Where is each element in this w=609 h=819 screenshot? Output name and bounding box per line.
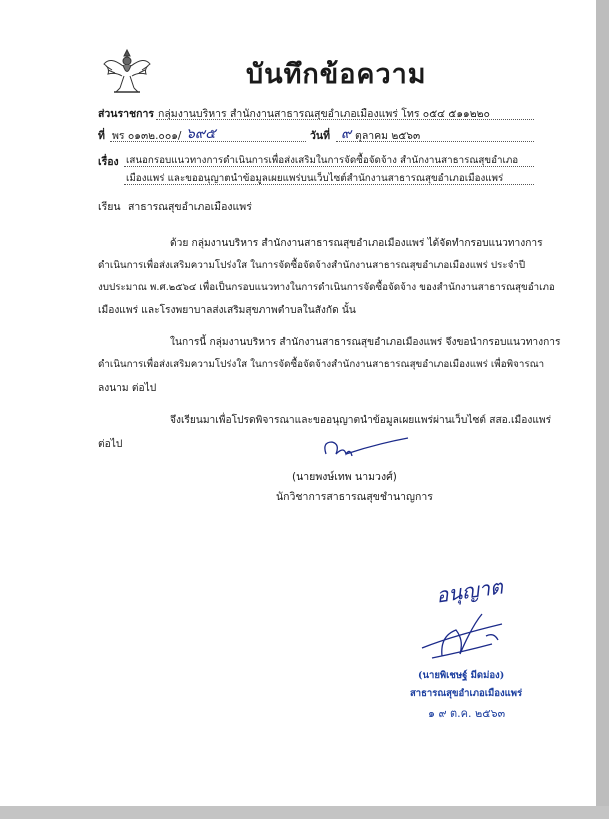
agency-label: ส่วนราชการ [98,108,155,120]
para1-line-4: เมืองแพร่ และโรงพยาบาลส่งเสริมสุขภาพตำบลในสังกัด นั้น [98,305,356,316]
approver-name: (นายพิเชษฐ์ มีดม่อง) [418,670,505,681]
date-value: ตุลาคม ๒๕๖๓ [355,130,421,142]
subject-line-2: เมืองแพร่ และขออนุญาตนำข้อมูลเผยแพร่บนเว็บไซต์สำนักงานสาธารณสุขอำเภอเมืองแพร่ [126,173,504,184]
agency-value: กลุ่มงานบริหาร สำนักงานสาธารณสุขอำเภอเมืองแพร่ โทร ๐๕๔ ๕๑๑๒๒๐ [158,108,490,120]
para3-line-1: จึงเรียนมาเพื่อโปรดพิจารณาและขออนุญาตนำข้อมูลเผยแพร่ผ่านเว็บไซต์ สสอ.เมืองแพร่ [170,415,552,426]
ref-handwritten-number: ๖๙๕ [186,126,216,142]
para2-line-3: ลงนาม ต่อไป [98,383,157,394]
para2-line-1: ในการนี้ กลุ่มงานบริหาร สำนักงานสาธารณสุขอำเภอเมืองแพร่ จึงขอนำกรอบแนวทางการ [170,337,561,348]
para1-line-3: งบประมาณ พ.ศ.๒๕๖๔ เพื่อเป็นกรอบแนวทางในการดำเนินการจัดซื้อจัดจ้าง ของสำนักงานสาธารณสุขอำเภอ [98,282,555,293]
ref-label: ที่ [98,130,105,142]
date-label: วันที่ [310,130,330,142]
approval-handwriting: อนุญาต [434,574,505,608]
agency-dotline [156,119,534,120]
subject-dotline-2 [124,184,534,185]
page-title: บันทึกข้อความ [246,59,427,90]
approver-position: สาธารณสุขอำเภอเมืองแพร่ [410,688,523,699]
scan-edge-right [596,0,609,819]
approver-signature [412,596,522,666]
ref-dotline [110,141,306,142]
to-label: เรียน [98,201,121,213]
garuda-emblem-icon [100,46,154,96]
para1-line-2: ดำเนินการเพื่อส่งเสริมความโปร่งใส ในการจัดซื้อจัดจ้างสำนักงานสาธารณสุขอำเภอเมืองแพร่ ประจำปี [98,260,526,271]
author-signature [316,432,416,466]
para1-line-1: ด้วย กลุ่มงานบริหาร สำนักงานสาธารณสุขอำเภอเมืองแพร่ ได้จัดทำกรอบแนวทางการ [170,238,543,249]
date-dotline [336,141,534,142]
subject-dotline-1 [124,166,534,167]
ref-value: พร ๐๑๓๒.๐๐๑/ [112,130,182,142]
signer-position: นักวิชาการสาธารณสุขชำนาญการ [276,491,433,503]
para2-line-2: ดำเนินการเพื่อส่งเสริมความโปร่งใส ในการจัดซื้อจัดจ้างสำนักงานสาธารณสุขอำเภอเมืองแพร่ เพื่อพิจารณา [98,359,545,370]
subject-label: เรื่อง [98,156,119,168]
subject-line-1: เสนอกรอบแนวทางการดำเนินการเพื่อส่งเสริมในการจัดซื้อจัดจ้าง สำนักงานสาธารณสุขอำเภอ [126,155,519,166]
signer-name: (นายพงษ์เทพ นามวงศ์) [292,471,397,483]
approval-date-stamp: ๑ ๙ ต.ค. ๒๕๖๓ [428,707,506,720]
scan-edge-bottom [0,806,609,819]
date-day-handwritten: ๙ [341,126,352,142]
to-value: สาธารณสุขอำเภอเมืองแพร่ [128,201,252,213]
para3-line-2: ต่อไป [98,439,123,450]
